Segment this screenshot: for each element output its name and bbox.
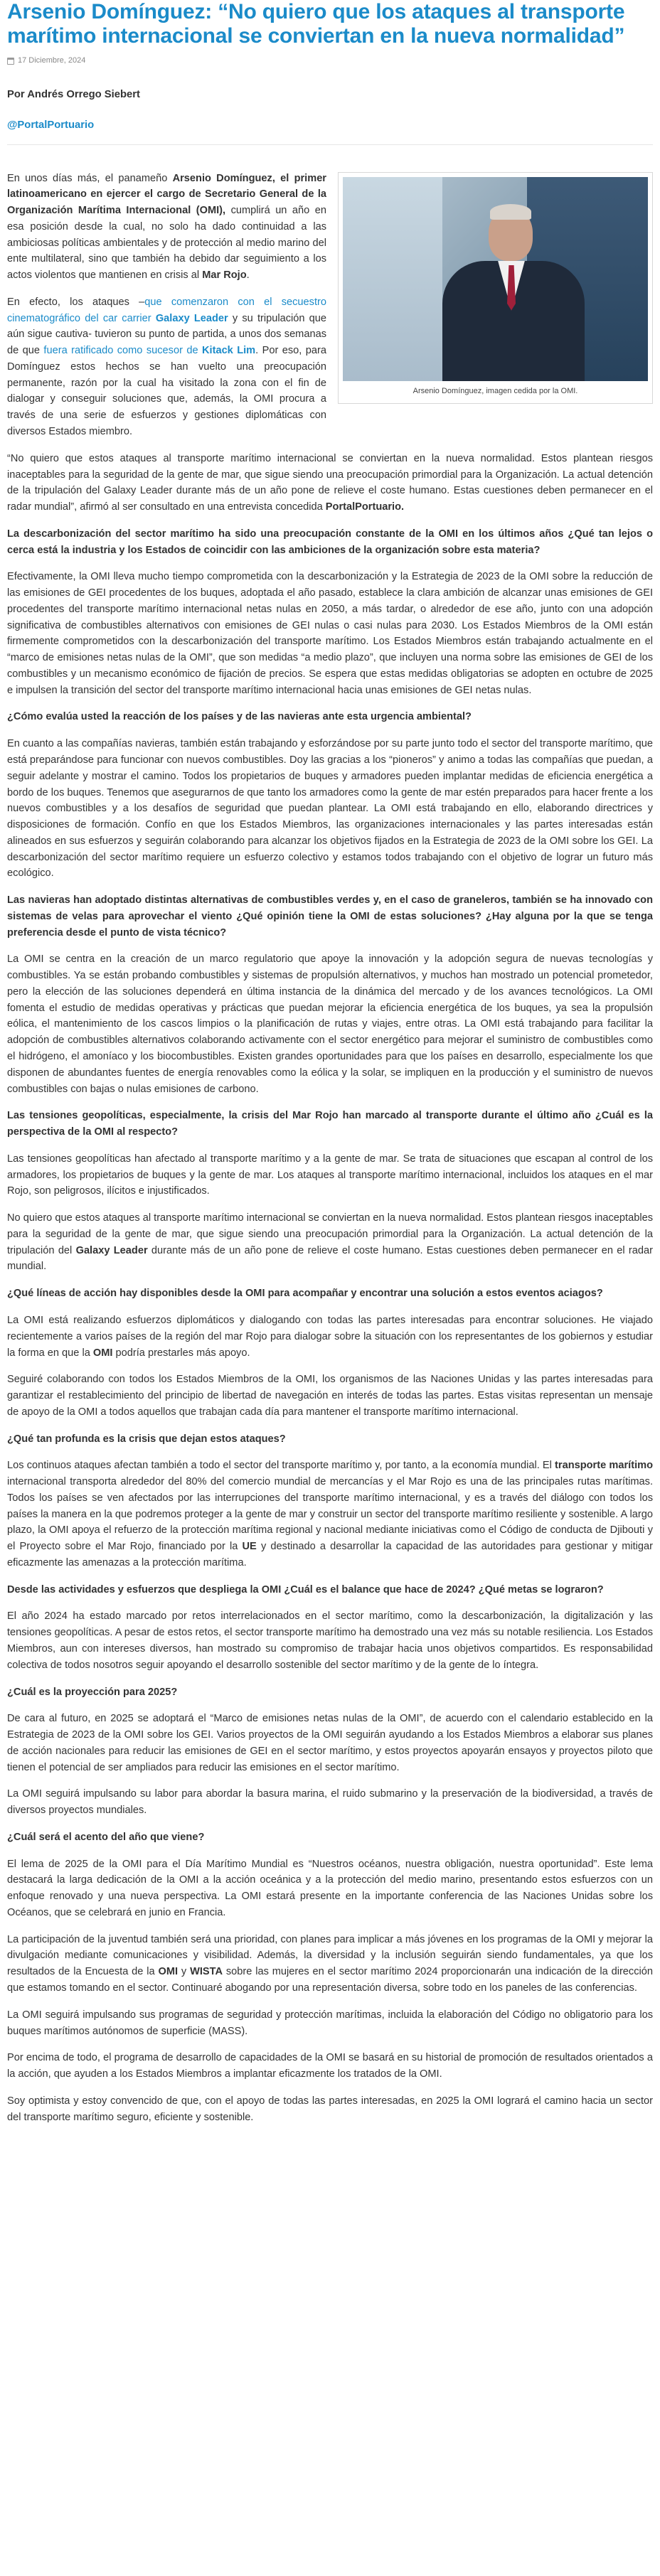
paragraph: En efecto, los ataques –que comenzaron con el secuestro cinematográfico del car carrier Galaxy Leader y su tripulación que aún sigue cautiva- tuvieron su punto de partida, a unos dos semanas de que fuera ratificado como sucesor de Kitack Lim. Por eso, para Domínguez estos hechos se han vuelto una preocupación permanente, razón por la cual ha visitado la zona con el fin de dialogar y conseguir soluciones que, además, la OMI procura a través de una serie de esfuerzos y gestiones diplomáticas con diversos Estados miembro. xyxy=(7,296,326,437)
article-link[interactable]: que comenzaron con el secuestro cinematográfico del car carrier Galaxy Leader xyxy=(7,296,326,324)
answer: La OMI está realizando esfuerzos diplomáticos y dialogando con todas las partes interesadas para encontrar soluciones. He viajado recientemente a varios países de la región del mar Rojo para dialogar sobre la situación con los representantes de los gobiernos y estudiar la forma en que la OMI podría prestarles más apoyo. xyxy=(7,1314,653,1359)
answer: El año 2024 ha estado marcado por retos interrelacionados en el sector marítimo, como la descarbonización, la digitalización y las tensiones geopolíticas. A pesar de estos retos, el sector transporte marítimo ha demostrado una vez más su notable resiliencia. Los Estados Miembros, aun con intereses diversos, han mostrado su compromiso de trabajar hacia unos objetivos compartidos. Es responsabilidad colectiva de todos nosotros seguir apoyando el desarrollo sostenible del sector marítimo y de la gente de lo íntegra. xyxy=(7,1610,653,1671)
answer: En cuanto a las compañías navieras, también están trabajando y esforzándose por su parte junto todo el sector del transporte marítimo, que está preparándose para funcionar con nuevos combustibles. Doy las gracias a los “pioneros” y animo a todas las compañías que puedan, a seguir adelante y mostrar el camino. Todos los propietarios de buques y armadores pueden implantar medidas de eficiencia energética a bordo de los buques. Tenemos que asegurarnos de que tanto los armadores como la gente de mar estén preparados para hacer frente a los nuevos combustibles y a los desafíos de seguridad que puedan plantear. La OMI está trabajando en ello, elaborando directrices y disposiciones de formación. Confío en que los Estados Miembros, las organizaciones internacionales y las partes interesadas están alineados en sus esfuerzos y seguirán colaborando para alcanzar los objetivos fijados en la Estrategia de 2023 de la OMI sobre los GEI. La descarbonización del sector marítimo requiere un esfuerzo colectivo y estamos todos trabajando con el objetivo de lograr un futuro más ecológico. xyxy=(7,738,653,880)
calendar-icon xyxy=(7,58,14,65)
article-link[interactable]: fuera ratificado como sucesor de Kitack Lim xyxy=(43,345,256,357)
author-byline: Por Andrés Orrego Siebert xyxy=(7,89,140,101)
date-text: 17 Diciembre, 2024 xyxy=(18,56,86,65)
question: ¿Cómo evalúa usted la reacción de los países y de las navieras ante esta urgencia ambiental? xyxy=(7,711,472,723)
divider xyxy=(7,144,653,145)
answer: Por encima de todo, el programa de desarrollo de capacidades de la OMI se basará en su historial de promoción de resultados orientados a la acción, que ayuden a los Estados Miembros a implantar eficazmente los tratados de la OMI. xyxy=(7,2052,653,2080)
question: Las tensiones geopolíticas, especialmente, la crisis del Mar Rojo han marcado al transporte durante el último año ¿Cuál es la perspectiva de la OMI al respecto? xyxy=(7,1110,653,1138)
answer: Soy optimista y estoy convencido de que, con el apoyo de todas las partes interesadas, en 2025 la OMI logrará el camino hacia un sector del transporte marítimo seguro, eficiente y sostenible. xyxy=(7,2095,653,2123)
question: ¿Qué líneas de acción hay disponibles desde la OMI para acompañar y encontrar una solución a estos eventos aciagos? xyxy=(7,1288,603,1300)
paragraph: “No quiero que estos ataques al transporte marítimo internacional se conviertan en la nueva normalidad. Estos plantean riesgos inaceptables para la seguridad de la gente de mar, que sigue siendo una preocupación primordial para la Organización. La actual detención de la tripulación del Galaxy Leader durante más de un año pone de relieve el coste humano. Estas cuestiones deben permanecer en el radar mundial”, afirmó al ser consultado en una entrevista concedida PortalPortuario. xyxy=(7,452,653,513)
answer: El lema de 2025 de la OMI para el Día Marítimo Mundial es “Nuestros océanos, nuestra obligación, nuestra oportunidad”. Este lema destacará la larga dedicación de la OMI a la acción oceánica y a la protección del medio marino, presentando estos esfuerzos con un enfoque renovado y una nueva perspectiva. La OMI estará presente en la importante conferencia de las Naciones Unidas sobre los Océanos, que se celebrará en junio en Francia. xyxy=(7,1858,653,1918)
answer: La OMI seguirá impulsando su labor para abordar la basura marina, el ruido submarino y la preservación de la biodiversidad, a través de diversos proyectos mundiales. xyxy=(7,1788,653,1817)
paragraph: En unos días más, el panameño Arsenio Domínguez, el primer latinoamericano en ejercer el cargo de Secretario General de la Organización Marítima Internacional (OMI), cumplirá un año en esa posición desde la cual, no solo ha dado continuidad a las ambiciosas políticas ambientales y de protección al medio marino del ente multilateral, sino que también ha debido dar seguimiento a los actos violentos que mantienen en crisis al Mar Rojo. xyxy=(7,172,326,282)
figure xyxy=(338,172,653,404)
answer: Efectivamente, la OMI lleva mucho tiempo comprometida con la descarbonización y la Estrategia de 2023 de la OMI sobre la reducción de las emisiones de GEI procedentes de los buques, adoptada el año pasado, establece la clara ambición de alcanzar unas emisiones de GEI procedentes del transporte marítimo internacional netas nulas en 2050, a más tardar, o alrededor de ese año, junto con una adopción significativa de combustibles alternativos con emisiones de GEI nulas o casi nulas para 2030. Los Estados Miembros de la OMI están firmemente comprometidos con la descarbonización del transporte marítimo. Los Estados Miembros están trabajando actualmente en el “marco de emisiones netas nulas de la OMI”, que son medidas “a medio plazo”, que incluyen una norma sobre las emisiones de GEI de los combustibles y un mecanismo económico de fijación de precios. Se espera que estas medidas obligatorias se adopten en octubre de 2025 e impulsen la transición del sector del transporte marítimo internacional hacia unas emisiones de GEI netas nulas. xyxy=(7,571,653,696)
answer: Los continuos ataques afectan también a todo el sector del transporte marítimo y, por tanto, a la economía mundial. El transporte marítimo internacional transporta alrededor del 80% del comercio mundial de mercancías y el Mar Rojo es una de las principales rutas marítimas. Todos los países se ven afectados por las interrupciones del transporte marítimo internacional, y es a través del diálogo con todos los países la manera en la que podremos proteger a la gente de mar y construir un sector del transporte marítimo resiliente y sostenible. A largo plazo, la OMI apoya el refuerzo de la protección marítima regional y nacional mediante iniciativas como el Código de conducta de Djibouti y el Proyecto sobre el Mar Rojo, financiado por la UE y destinado a desarrollar la capacidad de las autoridades para gestionar y mitigar eficazmente las amenazas a la protección marítima. xyxy=(7,1460,654,1568)
question: Desde las actividades y esfuerzos que despliega la OMI ¿Cuál es el balance que hace de 2024? ¿Qué metas se lograron? xyxy=(7,1583,604,1596)
answer: No quiero que estos ataques al transporte marítimo internacional se conviertan en la nueva normalidad. Estos plantean riesgos inaceptables para la seguridad de la gente de mar, que sigue siendo una preocupación primordial para la Organización. La actual detención de la tripulación del Galaxy Leader durante más de un año pone de relieve el coste humano. Estas cuestiones deben permanecer en el radar mundial. xyxy=(7,1212,653,1273)
answer: La participación de la juventud también será una prioridad, con planes para implicar a más jóvenes en los programas de la OMI y mejorar la divulgación mediante comunicaciones y visibilidad. Además, la diversidad y la inclusión seguirán siendo fundamentales, ya que los resultados de la Encuesta de la OMI y WISTA sobre las mujeres en el sector marítimo 2024 proporcionarán una indicación de la dirección que estamos tomando en el sector. Continuaré abogando por una representación diversa, sobre todo en los paneles de las conferencias. xyxy=(7,1933,653,1994)
article-body xyxy=(7,171,653,2137)
question: Las navieras han adoptado distintas alternativas de combustibles verdes y, en el caso de graneleros, también se ha innovado con sistemas de velas para aprovechar el viento ¿Qué opinión tiene la OMI de estas soluciones? ¿Hay alguna por la que se tenga preferencia desde el punto de vista técnico? xyxy=(7,894,653,939)
question: ¿Cuál es la proyección para 2025? xyxy=(7,1686,178,1698)
answer: La OMI seguirá impulsando sus programas de seguridad y protección marítimas, incluida la elaboración del Código no obligatorio para los buques marítimos autónomos de superficie (MASS). xyxy=(7,2009,653,2037)
answer: La OMI se centra en la creación de un marco regulatorio que apoye la innovación y la adopción segura de nuevas tecnologías y combustibles. Ya se están probando combustibles y sistemas de propulsión alternativos, y muchos han mostrado un potencial prometedor, pero la elección de las soluciones dependerá en última instancia de la dinámica del mercado y de los avances tecnológicos. La OMI fomenta el estudio de medidas operativas y prácticas que puedan mejorar la eficiencia energética de los buques, ya sea la propulsión eólica, el mantenimiento de los cascos limpios o la planificación de rutas y viajes, entre otras. La OMI está trabajando para facilitar la adopción de combustibles alternativos colaborando activamente con el sector energético para mejorar el suministro de combustibles como el hidrógeno, el amoníaco y los biocombustibles. Existen grandes oportunidades para que los países en desarrollo, especialmente los que disponen de abundantes fuentes de energía renovables como la eólica y la solar, se impliquen en la producción y el suministro de nuevos combustibles con bajas o nulas emisiones de carbono. xyxy=(7,953,653,1095)
portrait-image xyxy=(343,177,648,381)
answer: Seguiré colaborando con todos los Estados Miembros de la OMI, los organismos de las Naciones Unidas y las partes interesadas para garantizar el restablecimiento del principio de libertad de navegación en interés de todas las partes. Estas visitas representan un mensaje de apoyo de la OMI a todos aquellos que trabajan cada día para mantener el transporte marítimo internacional. xyxy=(7,1374,653,1418)
figure-caption: Arsenio Domínguez, imagen cedida por la OMI. xyxy=(412,386,578,395)
page-title: Arsenio Domínguez: “No quiero que los ataques al transporte marítimo internacional se conviertan en la nueva normalidad” xyxy=(7,0,625,48)
author-handle-link[interactable]: @PortalPortuario xyxy=(7,119,95,132)
question: ¿Cuál será el acento del año que viene? xyxy=(7,1831,205,1843)
answer: Las tensiones geopolíticas han afectado al transporte marítimo y a la gente de mar. Se trata de situaciones que escapan al control de los armadores, los propietarios de buques y la gente de mar. Los ataques al transporte marítimo internacional, incluidos los ataques en el mar Rojo, son peligrosos, ilícitos e injustificados. xyxy=(7,1153,653,1197)
question: ¿Qué tan profunda es la crisis que dejan estos ataques? xyxy=(7,1433,286,1445)
publish-date xyxy=(7,55,653,67)
question: La descarbonización del sector marítimo ha sido una preocupación constante de la OMI en los últimos años ¿Qué tan lejos o cerca está la industria y los Estados de coincidir con las ambiciones de la organización sobre esta materia? xyxy=(7,528,653,556)
answer: De cara al futuro, en 2025 se adoptará el “Marco de emisiones netas nulas de la OMI”, de acuerdo con el calendario establecido en la Estrategia de 2023 de la OMI sobre los GEI. Varios proyectos de la OMI seguirán ayudando a los Estados Miembros a elaborar sus planes de acción nacionales para reducir las emisiones de GEI en el sector marítimo, y estos proyectos apoyarán ensayos y proyectos piloto que tienen el potencial de ser ampliados para reducir las emisiones en el sector marítimo. xyxy=(7,1713,653,1773)
